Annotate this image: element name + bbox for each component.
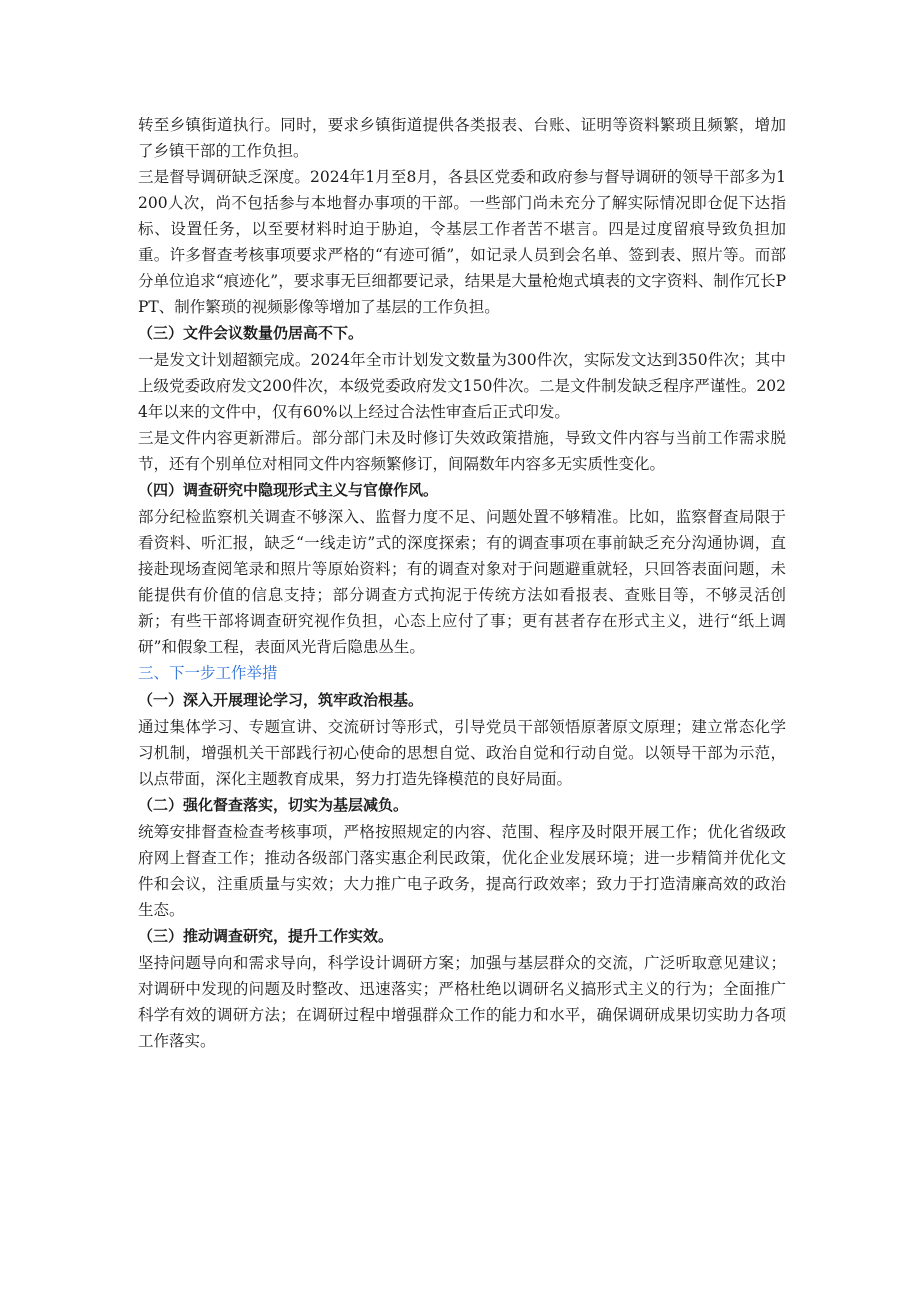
document-page xyxy=(138,112,786,1054)
paragraph-supervision-reduce-burden: 统筹安排督查检查考核事项，严格按照规定的内容、范围、程序及时限开展工作；优化省级政府网上督查工作；推动各级部门落实惠企利民政策，优化企业发展环境；进一步精简并优化文件和会议，注重质量与实效；大力推广电子政务，提高行政效率；致力于打造清廉高效的政治生态。 xyxy=(138,823,786,919)
subheading-theory-study: （一）深入开展理论学习，筑牢政治根基。 xyxy=(138,691,424,709)
subheading-supervision-reduce-burden: （二）强化督查落实，切实为基层减负。 xyxy=(138,796,409,814)
paragraph-document-update: 三是文件内容更新滞后。部分部门未及时修订失效政策措施，导致文件内容与当前工作需求脱节，还有个别单位对相同文件内容频繁修订，间隔数年内容多无实质性变化。 xyxy=(138,429,786,473)
paragraph-theory-study: 通过集体学习、专题宣讲、交流研讨等形式，引导党员干部领悟原著原文原理；建立常态化学习机制，增强机关干部践行初心使命的思想自觉、政治自觉和行动自觉。以领导干部为示范，以点带面，深化主题教育成果，努力打造先锋模范的良好局面。 xyxy=(138,718,786,788)
subheading-research-formalism: （四）调查研究中隐现形式主义与官僚作风。 xyxy=(138,481,439,499)
paragraph-supervision-depth: 三是督导调研缺乏深度。2024年1月至8月，各县区党委和政府参与督导调研的领导干部多为1200人次，尚不包括参与本地督办事项的干部。一些部门尚未充分了解实际情况即仓促下达指标、设置任务，以至要材料时迫于胁迫，令基层工作者苦不堪言。四是过度留痕导致负担加重。许多督查考核事项要求严格的“有迹可循”，如记录人员到会名单、签到表、照片等。而部分单位追求“痕迹化”，要求事无巨细都要记录，结果是大量枪炮式填表的文字资料、制作冗长PPT、制作繁琐的视频影像等增加了基层的工作负担。 xyxy=(138,168,786,316)
paragraph-promote-research: 坚持问题导向和需求导向，科学设计调研方案；加强与基层群众的交流，广泛听取意见建议；对调研中发现的问题及时整改、迅速落实；严格杜绝以调研名义搞形式主义的行为；全面推广科学有效的调研方法；在调研过程中增强群众工作的能力和水平，确保调研成果切实助力各项工作落实。 xyxy=(138,954,786,1050)
paragraph-document-plan: 一是发文计划超额完成。2024年全市计划发文数量为300件次，实际发文达到350件次；其中上级党委政府发文200件次，本级党委政府发文150件次。二是文件制发缺乏程序严谨性。2024年以来的文件中，仅有60%以上经过合法性审查后正式印发。 xyxy=(138,351,786,421)
subheading-documents-meetings: （三）文件会议数量仍居高不下。 xyxy=(138,324,364,342)
subheading-promote-research: （三）推动调查研究，提升工作实效。 xyxy=(138,927,394,945)
paragraph-burden-continued: 转至乡镇街道执行。同时，要求乡镇街道提供各类报表、台账、证明等资料繁琐且频繁，增加了乡镇干部的工作负担。 xyxy=(138,116,786,160)
paragraph-research-issues: 部分纪检监察机关调查不够深入、监督力度不足、问题处置不够精准。比如，监察督查局限于看资料、听汇报，缺乏“一线走访”式的深度探索；有的调查事项在事前缺乏充分沟通协调，直接赴现场查阅笔录和照片等原始资料；有的调查对象对于问题避重就轻，只回答表面问题，未能提供有价值的信息支持；部分调查方式拘泥于传统方法如看报表、查账目等，不够灵活创新；有些干部将调查研究视作负担，心态上应付了事；更有甚者存在形式主义，进行“纸上调研”和假象工程，表面风光背后隐患丛生。 xyxy=(138,508,786,656)
section-heading-next-steps: 三、下一步工作举措 xyxy=(138,664,278,682)
